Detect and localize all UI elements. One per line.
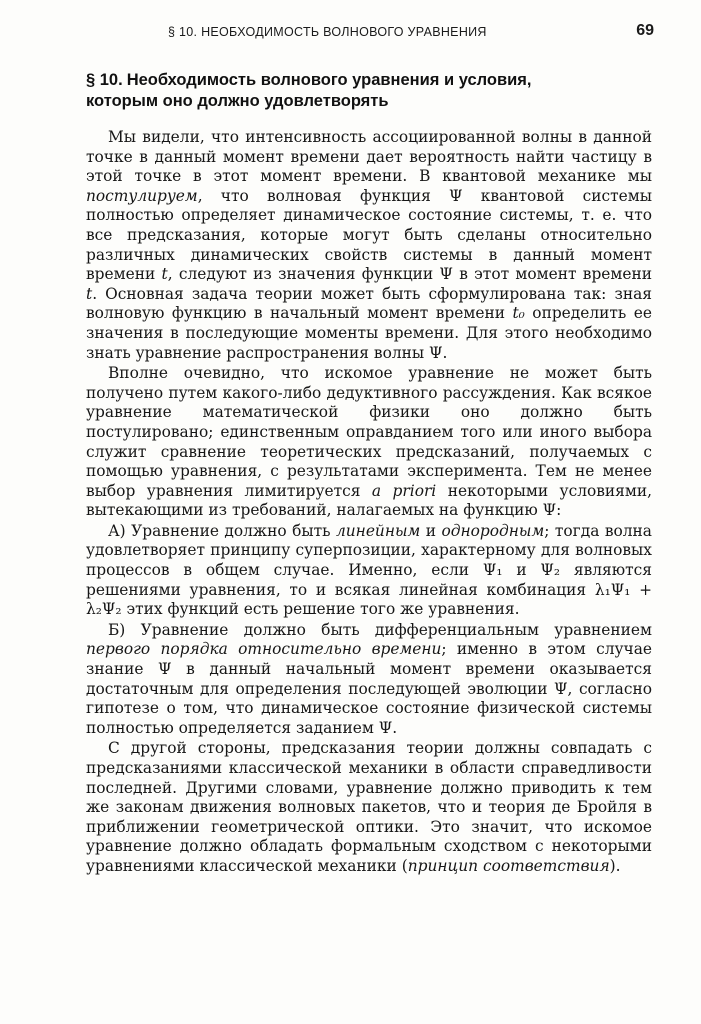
- variable-t: t: [161, 265, 168, 284]
- text-run: ).: [609, 856, 621, 875]
- text-run: А) Уравнение должно быть: [108, 521, 336, 540]
- section-title-line1: Необходимость волнового уравнения и условия,: [126, 71, 532, 89]
- emphasis-a-priori: a priori: [371, 481, 437, 500]
- paragraph-correspondence: [86, 739, 652, 876]
- section-title-line2: которым оно должно удовлетворять: [86, 92, 389, 110]
- variable-t0: t₀: [512, 304, 525, 323]
- emphasis-correspondence-principle: принцип соответствия: [407, 856, 610, 875]
- text-run: С другой стороны, предсказания теории должны совпадать с предсказаниями классической механики в области справедливости последней. Другими словами, уравнение должно приводить к тем же законам движения волновых пакетов, что и теория де Бройля в приближении геометрической оптики. Это значит, что искомое уравнение должно обладать формальным сходством с некоторыми уравнениями классической механики (: [86, 739, 652, 875]
- paragraph-condition-a: [86, 522, 652, 620]
- text-run: определить ее значения в последующие моменты времени. Для этого необходимо знать уравнение распространения волны Ψ.: [86, 304, 653, 362]
- text-run: . Основная задача теории может быть сформулирована так: зная волновую функцию в начальный момент времени: [86, 284, 652, 323]
- text-run: Б) Уравнение должно быть дифференциальным уравнением: [108, 620, 652, 639]
- text-run: ; именно в этом случае знание Ψ в данный начальный момент времени оказывается достаточным для определения последующей эволюции Ψ, согласно гипотезе о том, что динамическое состояние физической системы полностью определяется заданием Ψ.: [86, 640, 652, 737]
- paragraph-postulation: [86, 364, 652, 521]
- emphasis-linear: линейным: [335, 521, 421, 540]
- running-head: [86, 22, 658, 48]
- text-run: некоторыми условиями, вытекающими из требований, налагаемых на функцию Ψ:: [86, 481, 653, 520]
- text-run: ; тогда волна удовлетворяет принципу суперпозиции, характерному для волновых процессов в общем случае. Именно, если Ψ₁ и Ψ₂ являются решениями уравнения, то и всякая линейная комбинация λ₁Ψ₁ + λ₂Ψ₂ этих функций есть решение того же уравнения.: [86, 521, 652, 619]
- section-number: § 10.: [86, 71, 123, 89]
- paragraph-condition-b: [86, 621, 652, 739]
- text-run: и: [420, 521, 442, 540]
- text-run: Мы видели, что интенсивность ассоциированной волны в данной точке в данный момент времени дает вероятность найти частицу в этой точке в этот момент времени. В квантовой механике мы: [86, 128, 652, 186]
- body-text: [86, 128, 652, 877]
- running-head-title: § 10. НЕОБХОДИМОСТЬ ВОЛНОВОГО УРАВНЕНИЯ: [168, 25, 487, 39]
- text-run: , следуют из значения функции Ψ в этот момент времени: [167, 265, 652, 284]
- text-run: Вполне очевидно, что искомое уравнение не может быть получено путем какого-либо дедуктивного рассуждения. Как всякое уравнение математической физики оно должно быть постулировано; единственным оправданием того или иного выбора служит сравнение теоретических предсказаний, получаемых с помощью уравнения, с результатами эксперимента. Тем не менее выбор уравнения лимитируется: [86, 364, 652, 500]
- emphasis-postulate: постулируем: [86, 186, 198, 205]
- emphasis-homogeneous: однородным: [441, 521, 545, 540]
- page-number: 69: [636, 22, 654, 39]
- paragraph-intro: [86, 128, 652, 363]
- text-run: , что волновая функция Ψ квантовой системы полностью определяет динамическое состояние системы, т. е. что все предсказания, которые могут быть сделаны относительно различных динамических свойств системы в данный момент времени: [86, 186, 652, 284]
- section-heading: [86, 70, 646, 112]
- variable-t: t: [86, 284, 93, 303]
- emphasis-first-order: первого порядка относительно времени: [86, 640, 442, 659]
